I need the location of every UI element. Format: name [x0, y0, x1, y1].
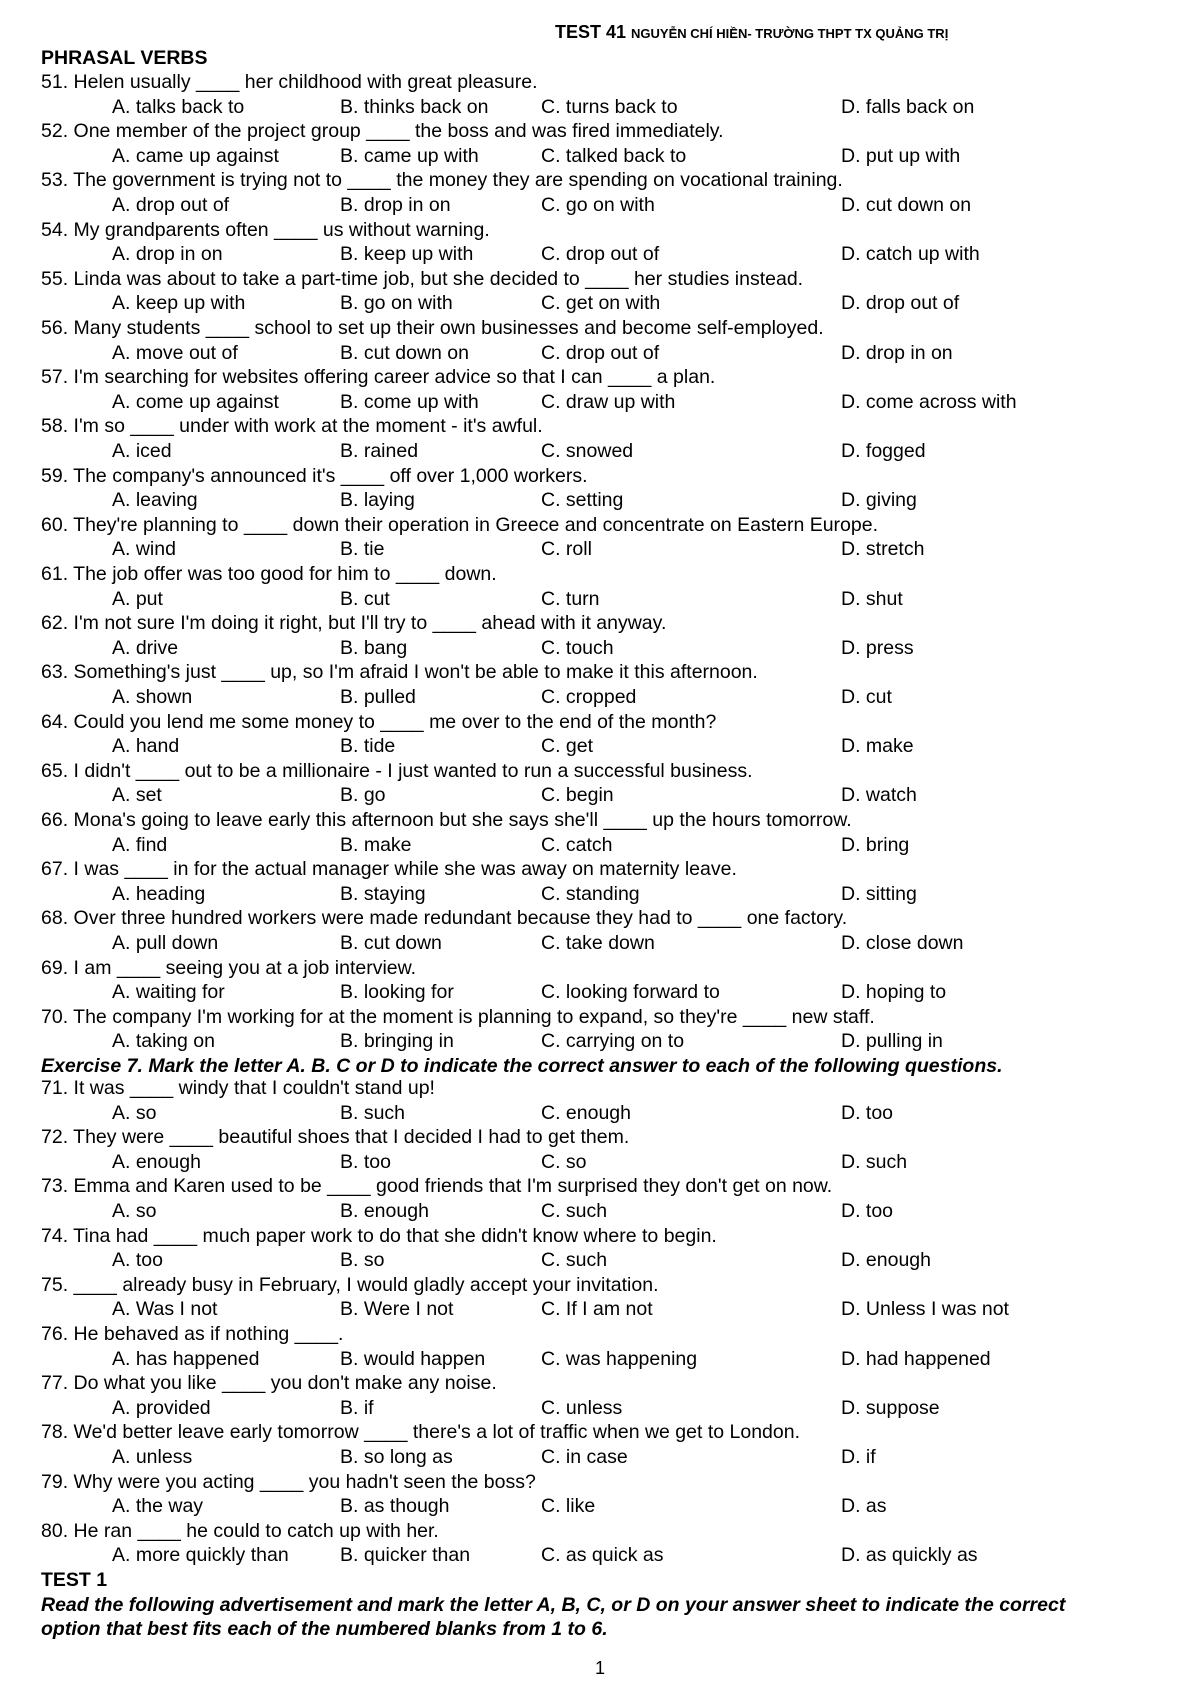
answer-option-a: A. wind — [112, 538, 176, 561]
answer-option-c: C. such — [541, 1200, 608, 1222]
page-header — [555, 22, 948, 43]
answer-option-b: B. cut — [340, 587, 390, 610]
exercise-7-instruction: Exercise 7. Mark the letter A. B. C or D to indicate the correct answer to each of the following questions. — [41, 1055, 1003, 1077]
answer-option-d: D. too — [841, 1101, 894, 1124]
answer-option-c: C. begin — [541, 784, 614, 807]
author-line: NGUYỄN CHÍ HIỀN- TRƯỜNG THPT TX QUẢNG TRỊ — [631, 26, 949, 41]
answer-option-c: C. go on with — [541, 194, 655, 216]
answer-option-b: B. laying — [340, 489, 415, 512]
answer-option-a: A. came up against — [112, 144, 279, 167]
answer-option-c: C. drop out of — [541, 243, 660, 266]
answer-option-a: A. set — [112, 784, 162, 807]
answer-option-b: B. Were I not — [340, 1298, 454, 1321]
answer-option-d: D. come across with — [841, 390, 1017, 413]
answer-option-c: C. looking forward to — [541, 981, 720, 1004]
answer-option-b: B. keep up with — [340, 243, 474, 266]
question-text: 77. Do what you like ____ you don't make any noise. — [41, 1372, 497, 1395]
answer-option-b: B. would happen — [340, 1347, 486, 1370]
question-text: 64. Could you lend me some money to ____ me over to the end of the month? — [41, 710, 717, 733]
answer-option-a: A. provided — [112, 1396, 211, 1419]
answer-option-b: B. pulled — [340, 686, 416, 708]
question-text: 55. Linda was about to take a part-time job, but she decided to ____ her studies instead. — [41, 267, 804, 290]
answer-option-d: D. bring — [841, 833, 910, 856]
answer-option-c: C. like — [541, 1495, 596, 1518]
answer-option-b: B. go on with — [340, 292, 453, 315]
answer-option-b: B. rained — [340, 440, 419, 462]
question-text: 68. Over three hundred workers were made redundant because they had to ____ one factory. — [41, 907, 848, 930]
answer-option-d: D. drop out of — [841, 292, 960, 315]
answer-option-a: A. unless — [112, 1446, 193, 1468]
answer-option-d: D. watch — [841, 784, 917, 807]
answer-option-c: C. talked back to — [541, 144, 687, 167]
question-text: 54. My grandparents often ____ us without warning. — [41, 218, 490, 241]
question-text: 60. They're planning to ____ down their operation in Greece and concentrate on Eastern Europe. — [41, 513, 879, 536]
question-text: 62. I'm not sure I'm doing it right, but I'll try to ____ ahead with it anyway. — [41, 612, 667, 635]
answer-option-a: A. drive — [112, 636, 179, 659]
test-1-instruction-line-1: Read the following advertisement and mark the letter A, B, C, or D on your answer sheet to indicate the correct — [41, 1593, 1066, 1616]
answer-option-d: D. giving — [841, 489, 917, 512]
question-text: 61. The job offer was too good for him to ____ down. — [41, 563, 497, 585]
answer-option-d: D. pulling in — [841, 1030, 943, 1053]
question-text: 58. I'm so ____ under with work at the moment - it's awful. — [41, 415, 543, 438]
answer-option-a: A. shown — [112, 686, 193, 708]
answer-option-d: D. press — [841, 636, 914, 659]
answer-option-a: A. keep up with — [112, 292, 246, 315]
answer-option-c: C. turns back to — [541, 95, 678, 118]
question-text: 70. The company I'm working for at the moment is planning to expand, so they're ____ new staff. — [41, 1005, 875, 1028]
answer-option-b: B. staying — [340, 882, 426, 905]
answer-option-b: B. came up with — [340, 144, 479, 167]
answer-option-b: B. make — [340, 833, 412, 856]
question-text: 67. I was ____ in for the actual manager while she was away on maternity leave. — [41, 858, 737, 881]
answer-option-c: C. cropped — [541, 686, 637, 708]
question-text: 63. Something's just ____ up, so I'm afraid I won't be able to make it this afternoon. — [41, 661, 758, 684]
answer-option-a: A. iced — [112, 440, 172, 462]
question-text: 80. He ran ____ he could to catch up with her. — [41, 1519, 439, 1542]
answer-option-d: D. close down — [841, 932, 964, 954]
answer-option-d: D. if — [841, 1446, 876, 1468]
answer-option-b: B. looking for — [340, 981, 454, 1004]
answer-option-b: B. too — [340, 1150, 391, 1173]
answer-option-c: C. catch — [541, 833, 613, 856]
answer-option-a: A. find — [112, 833, 168, 856]
answer-option-b: B. tide — [340, 735, 396, 758]
answer-option-a: A. too — [112, 1249, 163, 1272]
answer-option-a: A. drop in on — [112, 243, 223, 266]
answer-option-c: C. take down — [541, 932, 655, 954]
answer-option-c: C. such — [541, 1249, 608, 1272]
answer-option-d: D. shut — [841, 587, 903, 610]
question-text: 53. The government is trying not to ____ the money they are spending on vocational training. — [41, 169, 843, 192]
question-text: 57. I'm searching for websites offering career advice so that I can ____ a plan. — [41, 366, 716, 389]
answer-option-a: A. drop out of — [112, 194, 230, 216]
answer-option-d: D. suppose — [841, 1396, 940, 1419]
answer-option-d: D. cut down on — [841, 194, 972, 216]
answer-option-d: D. hoping to — [841, 981, 947, 1004]
answer-option-c: C. drop out of — [541, 341, 660, 364]
answer-option-a: A. heading — [112, 882, 206, 905]
answer-option-c: C. If I am not — [541, 1298, 653, 1321]
answer-option-b: B. if — [340, 1396, 374, 1419]
answer-option-a: A. Was I not — [112, 1298, 218, 1321]
answer-option-d: D. sitting — [841, 882, 917, 905]
answer-option-d: D. had happened — [841, 1347, 991, 1370]
answer-option-b: B. come up with — [340, 390, 479, 413]
question-text: 52. One member of the project group ____ the boss and was fired immediately. — [41, 120, 724, 143]
question-text: 73. Emma and Karen used to be ____ good friends that I'm surprised they don't get on now. — [41, 1175, 833, 1198]
answer-option-a: A. the way — [112, 1495, 204, 1518]
answer-option-a: A. waiting for — [112, 981, 225, 1004]
answer-option-b: B. go — [340, 784, 386, 807]
question-text: 74. Tina had ____ much paper work to do that she didn't know where to begin. — [41, 1224, 717, 1247]
question-text: 65. I didn't ____ out to be a millionaire - I just wanted to run a successful business. — [41, 759, 753, 782]
answer-option-a: A. leaving — [112, 489, 198, 512]
question-text: 75. ____ already busy in February, I would gladly accept your invitation. — [41, 1273, 659, 1296]
answer-option-d: D. as quickly as — [841, 1544, 978, 1567]
question-text: 72. They were ____ beautiful shoes that I decided I had to get them. — [41, 1126, 630, 1149]
answer-option-b: B. thinks back on — [340, 95, 489, 118]
answer-option-d: D. put up with — [841, 144, 961, 167]
answer-option-b: B. such — [340, 1101, 406, 1124]
answer-option-b: B. so long as — [340, 1446, 453, 1468]
question-text: 56. Many students ____ school to set up their own businesses and become self-employed. — [41, 317, 824, 339]
answer-option-d: D. such — [841, 1150, 908, 1173]
answer-option-b: B. enough — [340, 1200, 429, 1222]
answer-option-b: B. cut down on — [340, 341, 469, 364]
answer-option-c: C. snowed — [541, 440, 634, 462]
answer-option-d: D. enough — [841, 1249, 931, 1272]
answer-option-a: A. hand — [112, 735, 180, 758]
answer-option-d: D. falls back on — [841, 95, 975, 118]
answer-option-c: C. get on with — [541, 292, 661, 315]
answer-option-a: A. more quickly than — [112, 1544, 289, 1567]
answer-option-c: C. draw up with — [541, 390, 676, 413]
question-text: 66. Mona's going to leave early this afternoon but she says she'll ____ up the hours tomorrow. — [41, 809, 852, 831]
answer-option-d: D. too — [841, 1200, 894, 1222]
section-title: PHRASAL VERBS — [41, 47, 208, 69]
answer-option-d: D. catch up with — [841, 243, 980, 266]
answer-option-b: B. drop in on — [340, 194, 451, 216]
answer-option-c: C. in case — [541, 1446, 628, 1468]
answer-option-c: C. as quick as — [541, 1544, 664, 1567]
answer-option-b: B. as though — [340, 1495, 450, 1518]
answer-option-a: A. pull down — [112, 932, 219, 954]
answer-option-b: B. tie — [340, 538, 385, 561]
answer-option-d: D. as — [841, 1495, 887, 1518]
answer-option-c: C. standing — [541, 882, 640, 905]
question-text: 71. It was ____ windy that I couldn't stand up! — [41, 1077, 435, 1099]
answer-option-a: A. come up against — [112, 390, 279, 413]
answer-option-a: A. so — [112, 1200, 157, 1222]
answer-option-c: C. touch — [541, 636, 614, 659]
page-number: 1 — [594, 1658, 605, 1678]
answer-option-d: D. stretch — [841, 538, 925, 561]
answer-option-c: C. so — [541, 1150, 587, 1173]
answer-option-c: C. carrying on to — [541, 1030, 685, 1053]
answer-option-d: D. cut — [841, 686, 892, 708]
answer-option-a: A. taking on — [112, 1030, 215, 1053]
test-1-title: TEST 1 — [41, 1569, 108, 1591]
answer-option-d: D. drop in on — [841, 341, 953, 364]
question-text: 51. Helen usually ____ her childhood with great pleasure. — [41, 71, 538, 93]
answer-option-d: D. make — [841, 735, 914, 758]
question-text: 78. We'd better leave early tomorrow ____ there's a lot of traffic when we get to London. — [41, 1421, 800, 1444]
answer-option-a: A. so — [112, 1101, 157, 1124]
answer-option-c: C. get — [541, 735, 594, 758]
answer-option-b: B. bang — [340, 636, 408, 659]
answer-option-d: D. fogged — [841, 440, 926, 462]
answer-option-b: B. so — [340, 1249, 385, 1272]
answer-option-b: B. bringing in — [340, 1030, 454, 1053]
test-1-instruction-line-2: option that best fits each of the numbered blanks from 1 to 6. — [41, 1618, 608, 1641]
answer-option-a: A. enough — [112, 1150, 201, 1173]
answer-option-a: A. put — [112, 587, 163, 610]
answer-option-c: C. roll — [541, 538, 592, 561]
question-text: 59. The company's announced it's ____ off over 1,000 workers. — [41, 464, 588, 487]
answer-option-a: A. has happened — [112, 1347, 260, 1370]
answer-option-a: A. talks back to — [112, 95, 245, 118]
question-text: 69. I am ____ seeing you at a job interview. — [41, 956, 417, 979]
answer-option-d: D. Unless I was not — [841, 1298, 1009, 1321]
question-text: 76. He behaved as if nothing ____. — [41, 1323, 344, 1345]
answer-option-a: A. move out of — [112, 341, 238, 364]
answer-option-c: C. setting — [541, 489, 624, 512]
answer-option-b: B. quicker than — [340, 1544, 471, 1567]
answer-option-b: B. cut down — [340, 932, 442, 954]
test-label: TEST 41 — [555, 22, 627, 42]
question-text: 79. Why were you acting ____ you hadn't seen the boss? — [41, 1470, 536, 1493]
answer-option-c: C. turn — [541, 587, 600, 610]
answer-option-c: C. enough — [541, 1101, 631, 1124]
answer-option-c: C. was happening — [541, 1347, 698, 1370]
answer-option-c: C. unless — [541, 1396, 623, 1419]
